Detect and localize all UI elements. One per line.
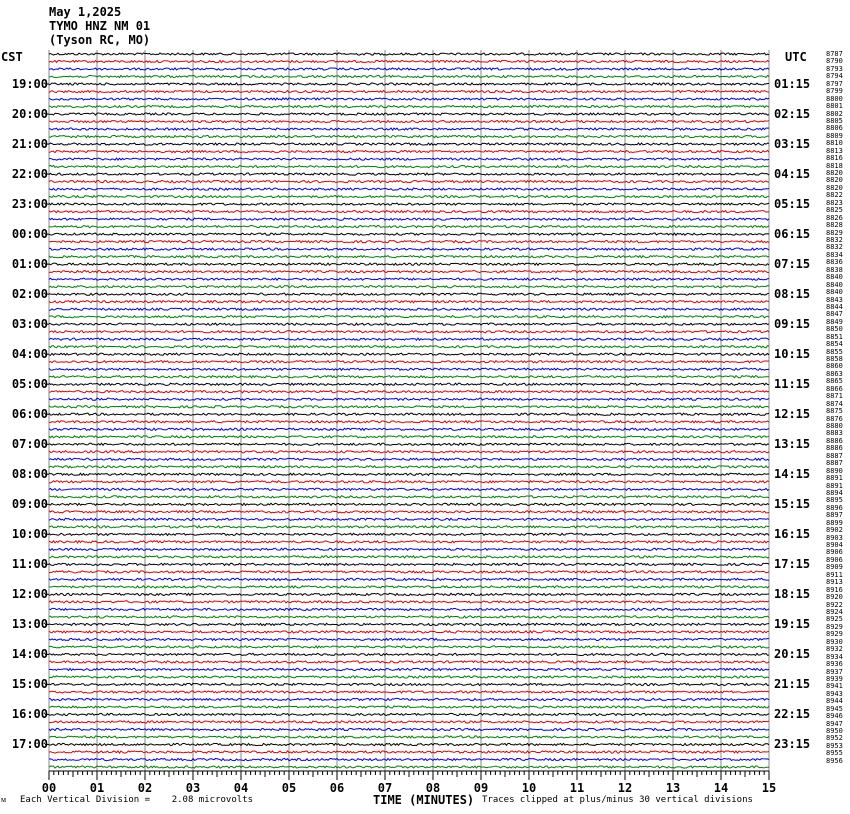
cst-hour-label: 10:00 bbox=[11, 527, 48, 542]
side-code: 8790 bbox=[826, 57, 843, 66]
side-code: 8850 bbox=[826, 325, 843, 334]
seismic-trace bbox=[49, 751, 769, 753]
seismic-trace bbox=[49, 631, 769, 633]
seismic-trace bbox=[49, 128, 769, 130]
seismic-trace bbox=[49, 98, 769, 100]
seismic-trace bbox=[49, 616, 769, 618]
side-code: 8794 bbox=[826, 72, 843, 81]
side-code: 8916 bbox=[826, 585, 843, 594]
seismic-trace bbox=[49, 173, 769, 175]
cst-hour-label: 14:00 bbox=[11, 647, 48, 662]
seismic-trace bbox=[49, 766, 769, 768]
side-code: 8894 bbox=[826, 488, 843, 497]
seismic-trace bbox=[49, 143, 769, 145]
side-code: 8922 bbox=[826, 600, 843, 609]
side-code: 8929 bbox=[826, 630, 843, 639]
side-code: 8851 bbox=[826, 332, 843, 341]
utc-hour-label: 21:15 bbox=[774, 677, 811, 692]
cst-hour-label: 23:00 bbox=[11, 197, 48, 212]
side-code: 8934 bbox=[826, 652, 843, 661]
seismic-trace bbox=[49, 83, 769, 85]
seismic-trace bbox=[49, 241, 769, 243]
seismic-trace bbox=[49, 308, 769, 310]
x-tick-label: 01 bbox=[89, 781, 105, 795]
seismic-trace bbox=[49, 518, 769, 520]
seismic-trace bbox=[49, 436, 769, 438]
side-code: 8903 bbox=[826, 533, 843, 542]
seismic-trace bbox=[49, 75, 769, 77]
side-code: 8943 bbox=[826, 689, 843, 698]
seismic-trace bbox=[49, 391, 769, 393]
side-code: 8875 bbox=[826, 407, 843, 416]
cst-hour-label: 17:00 bbox=[11, 737, 48, 752]
seismic-trace bbox=[49, 601, 769, 603]
side-code: 8810 bbox=[826, 139, 843, 148]
side-code: 8911 bbox=[826, 570, 843, 579]
side-code: 8820 bbox=[826, 169, 843, 178]
side-code: 8913 bbox=[826, 578, 843, 587]
cst-hour-label: 07:00 bbox=[11, 437, 48, 452]
seismic-trace bbox=[49, 68, 769, 70]
seismic-trace bbox=[49, 286, 769, 288]
seismic-trace bbox=[49, 541, 769, 543]
side-code: 8941 bbox=[826, 682, 843, 691]
utc-axis-title: UTC bbox=[785, 50, 807, 64]
side-code: 8891 bbox=[826, 474, 843, 483]
x-tick-label: 09 bbox=[473, 781, 489, 795]
utc-hour-label: 13:15 bbox=[774, 437, 811, 452]
cst-hour-label: 16:00 bbox=[11, 707, 48, 722]
seismic-trace bbox=[49, 150, 769, 152]
seismic-trace bbox=[49, 233, 769, 235]
side-code: 8863 bbox=[826, 369, 843, 378]
utc-hour-label: 15:15 bbox=[774, 497, 811, 512]
side-code: 8855 bbox=[826, 347, 843, 356]
seismic-trace bbox=[49, 120, 769, 122]
side-code: 8899 bbox=[826, 518, 843, 527]
x-tick-label: 15 bbox=[761, 781, 777, 795]
seismic-trace bbox=[49, 638, 769, 640]
x-tick-label: 13 bbox=[665, 781, 681, 795]
seismic-trace bbox=[49, 496, 769, 498]
cst-hour-label: 04:00 bbox=[11, 347, 48, 362]
side-code: 8950 bbox=[826, 727, 843, 736]
seismic-trace bbox=[49, 676, 769, 678]
x-axis-label: TIME (MINUTES) bbox=[373, 793, 475, 807]
side-code: 8823 bbox=[826, 198, 843, 207]
seismic-trace bbox=[49, 421, 769, 423]
cst-hour-label: 06:00 bbox=[11, 407, 48, 422]
side-code: 8843 bbox=[826, 295, 843, 304]
side-code: 8953 bbox=[826, 741, 843, 750]
seismic-trace bbox=[49, 135, 769, 137]
seismic-trace bbox=[49, 488, 769, 490]
utc-hour-label: 05:15 bbox=[774, 197, 811, 212]
side-code: 8836 bbox=[826, 258, 843, 267]
seismic-trace bbox=[49, 526, 769, 528]
seismic-trace bbox=[49, 623, 769, 625]
cst-hour-label: 01:00 bbox=[11, 257, 48, 272]
seismic-trace bbox=[49, 466, 769, 468]
cst-hour-label: 05:00 bbox=[11, 377, 48, 392]
cst-hour-label: 02:00 bbox=[11, 287, 48, 302]
seismic-trace bbox=[49, 721, 769, 723]
seismic-trace bbox=[49, 90, 769, 92]
side-code: 8925 bbox=[826, 615, 843, 624]
side-code: 8825 bbox=[826, 206, 843, 215]
side-code: 8802 bbox=[826, 109, 843, 118]
seismic-trace bbox=[49, 653, 769, 655]
seismic-trace bbox=[49, 368, 769, 370]
utc-hour-label: 14:15 bbox=[774, 467, 811, 482]
seismic-trace bbox=[49, 548, 769, 550]
seismic-trace bbox=[49, 165, 769, 167]
utc-hour-label: 22:15 bbox=[774, 707, 811, 722]
x-tick-label: 00 bbox=[41, 781, 57, 795]
side-code: 8806 bbox=[826, 124, 843, 133]
side-code: 8799 bbox=[826, 87, 843, 96]
side-code: 8797 bbox=[826, 79, 843, 88]
side-code: 8793 bbox=[826, 64, 843, 73]
utc-hour-label: 04:15 bbox=[774, 167, 811, 182]
side-code: 8840 bbox=[826, 273, 843, 282]
x-tick-label: 11 bbox=[569, 781, 585, 795]
side-code: 8886 bbox=[826, 436, 843, 445]
side-code: 8805 bbox=[826, 116, 843, 125]
seismic-trace bbox=[49, 218, 769, 220]
seismic-trace bbox=[49, 608, 769, 610]
seismic-trace bbox=[49, 661, 769, 663]
side-code: 8866 bbox=[826, 384, 843, 393]
side-code: 8787 bbox=[826, 50, 843, 58]
seismic-trace bbox=[49, 691, 769, 693]
seismic-trace bbox=[49, 743, 769, 745]
seismic-trace bbox=[49, 278, 769, 280]
seismic-trace bbox=[49, 503, 769, 505]
side-code: 8946 bbox=[826, 712, 843, 721]
seismic-trace bbox=[49, 196, 769, 198]
seismic-trace bbox=[49, 571, 769, 573]
scale-note: Each Vertical Division = 2.08 microvolts bbox=[20, 795, 253, 805]
seismic-trace bbox=[49, 293, 769, 295]
utc-hour-label: 01:15 bbox=[774, 77, 811, 92]
seismic-trace bbox=[49, 60, 769, 62]
side-code: 8800 bbox=[826, 94, 843, 103]
side-code: 8906 bbox=[826, 548, 843, 557]
x-tick-label: 03 bbox=[185, 781, 201, 795]
utc-hour-label: 12:15 bbox=[774, 407, 811, 422]
side-code: 8829 bbox=[826, 228, 843, 237]
side-code: 8826 bbox=[826, 213, 843, 222]
seismic-trace bbox=[49, 736, 769, 738]
x-tick-label: 05 bbox=[281, 781, 297, 795]
header-station: TYMO HNZ NM 01 bbox=[49, 19, 151, 33]
cst-hour-label: 22:00 bbox=[11, 167, 48, 182]
side-code: 8816 bbox=[826, 154, 843, 163]
seismic-trace bbox=[49, 211, 769, 213]
seismic-trace bbox=[49, 180, 769, 182]
cst-axis-title: CST bbox=[1, 50, 23, 64]
seismic-trace bbox=[49, 556, 769, 558]
seismic-trace bbox=[49, 158, 769, 160]
seismic-trace bbox=[49, 323, 769, 325]
seismic-trace bbox=[49, 331, 769, 333]
cst-hour-label: 08:00 bbox=[11, 467, 48, 482]
side-code: 8930 bbox=[826, 637, 843, 646]
cst-hour-label: 15:00 bbox=[11, 677, 48, 692]
side-code: 8936 bbox=[826, 660, 843, 669]
side-code: 8847 bbox=[826, 310, 843, 319]
seismic-trace bbox=[49, 481, 769, 483]
x-tick-label: 07 bbox=[377, 781, 393, 795]
seismic-trace bbox=[49, 406, 769, 408]
seismic-trace bbox=[49, 383, 769, 385]
seismic-trace bbox=[49, 353, 769, 355]
cst-hour-label: 13:00 bbox=[11, 617, 48, 632]
side-code: 8876 bbox=[826, 414, 843, 423]
side-code: 8952 bbox=[826, 734, 843, 743]
side-code: 8834 bbox=[826, 250, 843, 259]
x-tick-label: 10 bbox=[521, 781, 537, 795]
side-code: 8887 bbox=[826, 459, 843, 468]
side-code: 8906 bbox=[826, 555, 843, 564]
utc-hour-label: 23:15 bbox=[774, 737, 811, 752]
seismic-trace bbox=[49, 646, 769, 648]
x-tick-label: 06 bbox=[329, 781, 345, 795]
utc-hour-label: 02:15 bbox=[774, 107, 811, 122]
logo-mark: ᴍ bbox=[1, 795, 7, 804]
x-tick-label: 08 bbox=[425, 781, 441, 795]
utc-hour-label: 11:15 bbox=[774, 377, 811, 392]
side-code: 8924 bbox=[826, 608, 843, 616]
side-code: 8820 bbox=[826, 183, 843, 192]
seismic-trace bbox=[49, 301, 769, 303]
side-code: 8891 bbox=[826, 481, 843, 490]
header-location: (Tyson RC, MO) bbox=[49, 33, 151, 47]
seismic-trace bbox=[49, 758, 769, 760]
cst-hour-label: 20:00 bbox=[11, 107, 48, 122]
seismic-trace bbox=[49, 578, 769, 580]
cst-hour-label: 21:00 bbox=[11, 137, 48, 152]
seismic-trace bbox=[49, 458, 769, 460]
side-code: 8937 bbox=[826, 667, 843, 676]
utc-hour-label: 07:15 bbox=[774, 257, 811, 272]
seismic-trace bbox=[49, 511, 769, 513]
side-code: 8874 bbox=[826, 399, 843, 408]
seismic-trace bbox=[49, 563, 769, 565]
side-code: 8801 bbox=[826, 102, 843, 111]
clip-note: Traces clipped at plus/minus 30 vertical divisions bbox=[482, 795, 753, 805]
seismic-trace bbox=[49, 271, 769, 273]
seismic-trace bbox=[49, 473, 769, 475]
utc-hour-label: 09:15 bbox=[774, 317, 811, 332]
utc-hour-label: 19:15 bbox=[774, 617, 811, 632]
utc-hour-label: 06:15 bbox=[774, 227, 811, 242]
cst-hour-label: 12:00 bbox=[11, 587, 48, 602]
side-code: 8838 bbox=[826, 265, 843, 274]
side-code: 8887 bbox=[826, 451, 843, 460]
side-code: 8945 bbox=[826, 704, 843, 713]
side-code: 8902 bbox=[826, 526, 843, 535]
x-tick-label: 14 bbox=[713, 781, 729, 795]
seismic-trace bbox=[49, 346, 769, 348]
seismic-trace bbox=[49, 706, 769, 708]
side-code: 8920 bbox=[826, 593, 843, 602]
side-code: 8832 bbox=[826, 243, 843, 252]
utc-hour-label: 16:15 bbox=[774, 527, 811, 542]
seismic-trace bbox=[49, 398, 769, 400]
x-tick-label: 02 bbox=[137, 781, 153, 795]
seismic-trace bbox=[49, 256, 769, 258]
seismic-trace bbox=[49, 53, 769, 55]
seismic-trace bbox=[49, 263, 769, 265]
side-code: 8896 bbox=[826, 503, 843, 512]
side-code: 8820 bbox=[826, 176, 843, 185]
x-tick-label: 04 bbox=[233, 781, 249, 795]
seismic-trace bbox=[49, 376, 769, 378]
seismic-trace bbox=[49, 113, 769, 115]
seismic-trace bbox=[49, 586, 769, 588]
seismic-trace bbox=[49, 443, 769, 445]
header-date: May 1,2025 bbox=[49, 5, 122, 19]
side-code: 8822 bbox=[826, 191, 843, 200]
cst-hour-label: 03:00 bbox=[11, 317, 48, 332]
side-code: 8939 bbox=[826, 674, 843, 683]
utc-hour-label: 08:15 bbox=[774, 287, 811, 302]
side-code: 8944 bbox=[826, 697, 843, 706]
side-code: 8955 bbox=[826, 749, 843, 758]
seismic-trace bbox=[49, 226, 769, 228]
seismic-trace bbox=[49, 361, 769, 363]
side-code: 8871 bbox=[826, 392, 843, 401]
side-code: 8909 bbox=[826, 563, 843, 572]
seismic-trace bbox=[49, 593, 769, 595]
side-code: 8883 bbox=[826, 429, 843, 438]
seismic-trace bbox=[49, 413, 769, 415]
utc-hour-label: 10:15 bbox=[774, 347, 811, 362]
seismic-trace bbox=[49, 316, 769, 318]
side-code: 8956 bbox=[826, 756, 843, 765]
seismic-trace bbox=[49, 338, 769, 340]
side-code: 8849 bbox=[826, 317, 843, 326]
seismic-trace bbox=[49, 683, 769, 685]
side-code: 8904 bbox=[826, 541, 843, 550]
seismic-trace bbox=[49, 533, 769, 535]
seismic-trace bbox=[49, 248, 769, 250]
side-code: 8813 bbox=[826, 146, 843, 155]
seismic-trace bbox=[49, 105, 769, 107]
seismic-trace bbox=[49, 428, 769, 430]
side-code: 8828 bbox=[826, 221, 843, 230]
side-code: 8818 bbox=[826, 161, 843, 170]
side-code: 8854 bbox=[826, 340, 843, 349]
cst-hour-label: 11:00 bbox=[11, 557, 48, 572]
utc-hour-label: 20:15 bbox=[774, 647, 811, 662]
side-code: 8840 bbox=[826, 280, 843, 289]
side-code: 8860 bbox=[826, 362, 843, 371]
side-code: 8832 bbox=[826, 236, 843, 244]
side-code: 8890 bbox=[826, 466, 843, 475]
seismic-trace bbox=[49, 668, 769, 670]
side-code: 8932 bbox=[826, 645, 843, 654]
side-code: 8865 bbox=[826, 377, 843, 386]
seismic-trace bbox=[49, 698, 769, 700]
side-code: 8844 bbox=[826, 302, 843, 311]
seismic-trace bbox=[49, 203, 769, 205]
utc-hour-label: 03:15 bbox=[774, 137, 811, 152]
seismic-trace bbox=[49, 728, 769, 730]
side-code: 8840 bbox=[826, 288, 843, 297]
seismic-trace bbox=[49, 451, 769, 453]
utc-hour-label: 17:15 bbox=[774, 557, 811, 572]
side-code: 8858 bbox=[826, 355, 843, 364]
cst-hour-label: 09:00 bbox=[11, 497, 48, 512]
cst-hour-label: 19:00 bbox=[11, 77, 48, 92]
seismic-trace bbox=[49, 713, 769, 715]
side-code: 8809 bbox=[826, 131, 843, 140]
side-code: 8897 bbox=[826, 511, 843, 520]
seismic-trace bbox=[49, 188, 769, 190]
x-tick-label: 12 bbox=[617, 781, 633, 795]
side-code: 8947 bbox=[826, 719, 843, 728]
utc-hour-label: 18:15 bbox=[774, 587, 811, 602]
cst-hour-label: 00:00 bbox=[11, 227, 48, 242]
side-code: 8880 bbox=[826, 422, 843, 430]
side-code: 8895 bbox=[826, 496, 843, 505]
side-code: 8886 bbox=[826, 444, 843, 453]
side-code: 8929 bbox=[826, 622, 843, 631]
